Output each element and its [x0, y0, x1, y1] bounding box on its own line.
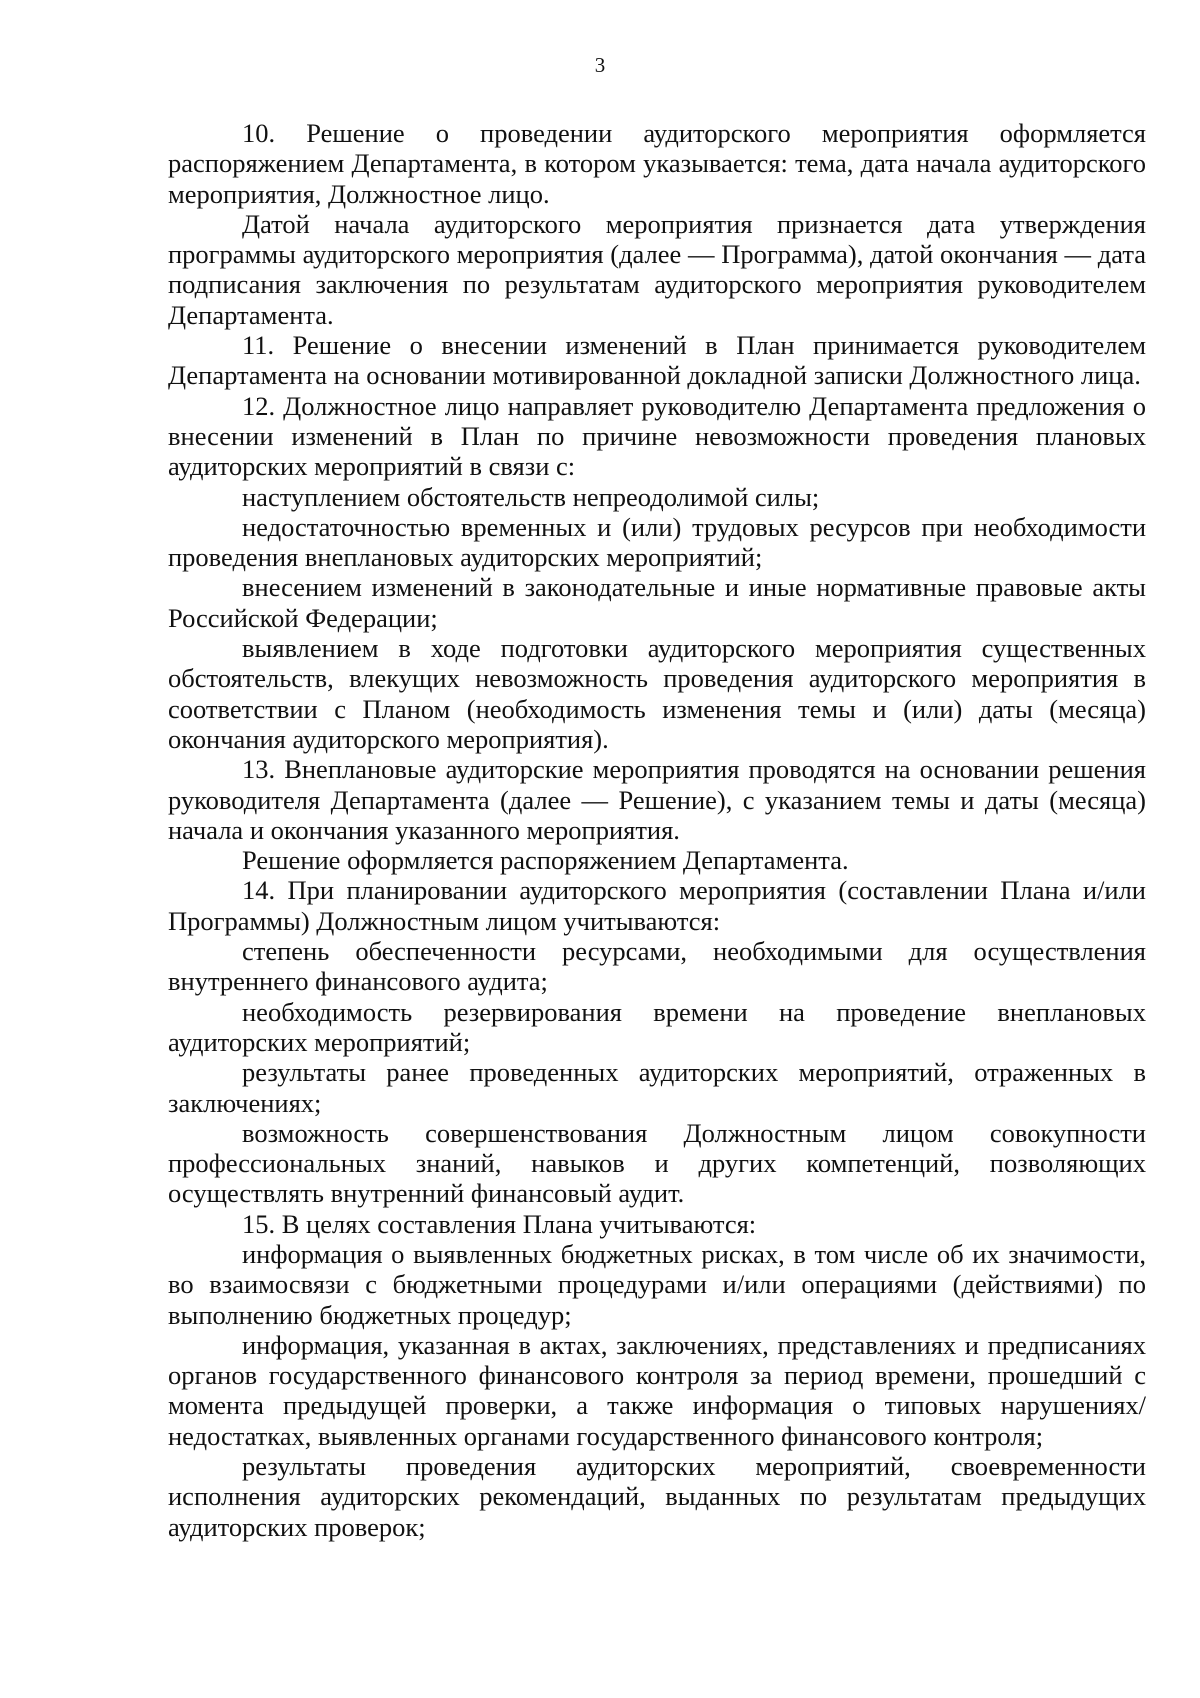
list-item: результаты ранее проведенных аудиторских мероприятий, отраженных в заключениях; — [168, 1057, 1146, 1118]
list-item: внесением изменений в законодательные и иные нормативные правовые акты Российской Федерации; — [168, 572, 1146, 633]
list-item: информация о выявленных бюджетных рисках, в том числе об их значимости, во взаимосвязи с бюджетными процедурами и/или операциями (действиями) по выполнению бюджетных процедур; — [168, 1238, 1146, 1330]
paragraph-15: 15. В целях составления Плана учитываются: — [242, 1208, 757, 1239]
paragraph-12: 12. Должностное лицо направляет руководителю Департамента предложения о внесении изменений в План по причине невозможности проведения плановых аудиторских мероприятий в связи с: — [168, 390, 1146, 482]
list-item: наступлением обстоятельств непреодолимой силы; — [242, 481, 820, 512]
paragraph-start-date: Датой начала аудиторского мероприятия признается дата утверждения программы аудиторского мероприятия (далее — Программа), датой окончания — дата подписания заключения по результатам аудиторского мероприятия руководителем Департамента. — [168, 208, 1146, 330]
paragraph-10: 10. Решение о проведении аудиторского мероприятия оформляется распоряжением Департамента, в котором указывается: тема, дата начала аудиторского мероприятия, Должностное лицо. — [168, 118, 1146, 209]
document-body — [168, 118, 1146, 1542]
page-number: 3 — [594, 53, 606, 77]
paragraph-11: 11. Решение о внесении изменений в План принимается руководителем Департамента на основании мотивированной докладной записки Должностного лица. — [168, 330, 1146, 391]
list-item: результаты проведения аудиторских мероприятий, своевременности исполнения аудиторских рекомендаций, выданных по результатам предыдущих аудиторских проверок; — [168, 1451, 1146, 1542]
list-item: степень обеспеченности ресурсами, необходимыми для осуществления внутреннего финансового аудита; — [168, 936, 1146, 997]
list-item: необходимость резервирования времени на проведение внеплановых аудиторских мероприятий; — [168, 996, 1146, 1057]
paragraph-decision: Решение оформляется распоряжением Департамента. — [242, 845, 849, 876]
list-item: выявлением в ходе подготовки аудиторского мероприятия существенных обстоятельств, влекущих невозможность проведения аудиторского мероприятия в соответствии с Планом (необходимость изменения темы и (или) даты (месяца) окончания аудиторского мероприятия). — [168, 633, 1146, 754]
list-item: информация, указанная в актах, заключениях, представлениях и предписаниях органов государственного финансового контроля за период времени, прошедший с момента предыдущей проверки, а также информация о типовых нарушениях/недостатках, выявленных органами государственного финансового контроля; — [168, 1329, 1146, 1451]
list-item: недостаточностью временных и (или) трудовых ресурсов при необходимости проведения внеплановых аудиторских мероприятий; — [168, 511, 1146, 573]
paragraph-14: 14. При планировании аудиторского мероприятия (составлении Плана и/или Программы) Должностным лицом учитываются: — [168, 875, 1146, 936]
list-item: возможность совершенствования Должностным лицом совокупности профессиональных знаний, навыков и других компетенций, позволяющих осуществлять внутренний финансовый аудит. — [168, 1117, 1146, 1209]
paragraph-13: 13. Внеплановые аудиторские мероприятия проводятся на основании решения руководителя Департамента (далее — Решение), с указанием темы и даты (месяца) начала и окончания указанного мероприятия. — [168, 754, 1146, 845]
